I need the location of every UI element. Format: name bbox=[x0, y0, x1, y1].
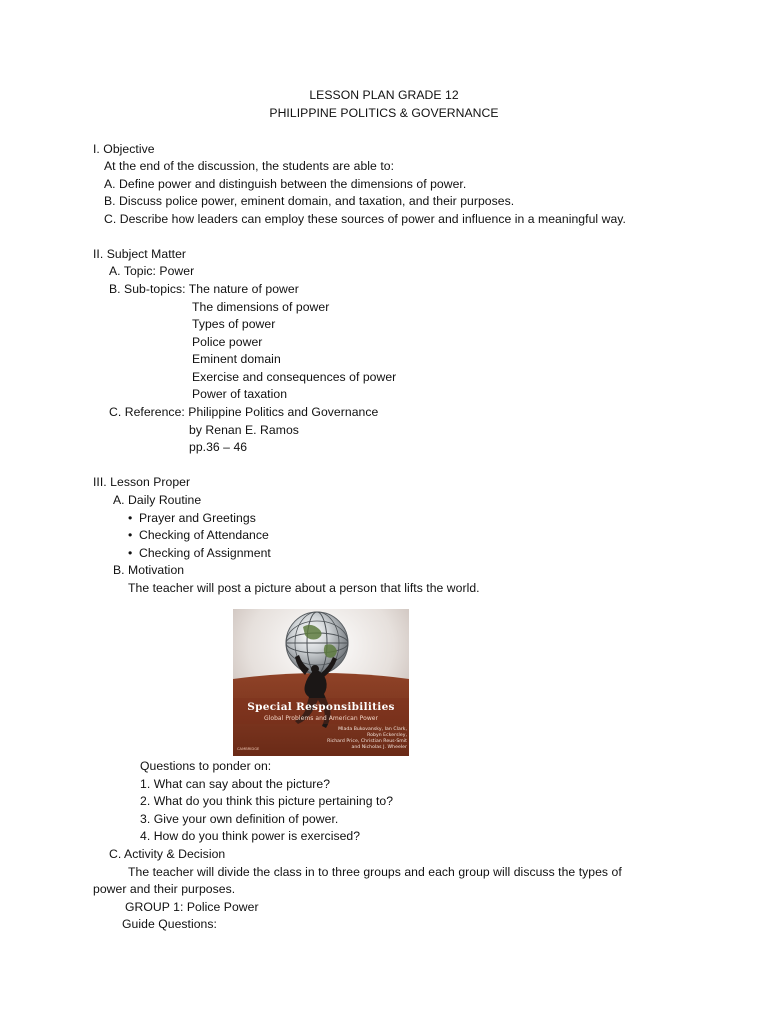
routine-item: Checking of Attendance bbox=[139, 528, 269, 542]
book-cover-image bbox=[233, 609, 409, 756]
objective-item: A. Define power and distinguish between the dimensions of power. bbox=[104, 177, 467, 191]
document-title: LESSON PLAN GRADE 12 bbox=[309, 88, 459, 102]
cover-authors bbox=[285, 727, 407, 751]
questions-label: Questions to ponder on: bbox=[140, 759, 272, 773]
group-label: GROUP 1: Police Power bbox=[125, 900, 259, 914]
bullet-icon: • bbox=[128, 528, 133, 542]
document-subtitle: PHILIPPINE POLITICS & GOVERNANCE bbox=[269, 106, 499, 120]
motivation-label: B. Motivation bbox=[113, 563, 185, 577]
topic-line: A. Topic: Power bbox=[109, 264, 195, 278]
cover-author-line: Richard Price, Christian Reus-Smit bbox=[327, 739, 407, 744]
motivation-text: The teacher will post a picture about a person that lifts the world. bbox=[128, 581, 480, 595]
objective-item: B. Discuss police power, eminent domain, and taxation, and their purposes. bbox=[104, 194, 515, 208]
question-item: 3. Give your own definition of power. bbox=[140, 812, 339, 826]
cover-title: Special Responsibilities bbox=[247, 701, 395, 713]
cover-subtitle: Global Problems and American Power bbox=[263, 715, 379, 722]
subtopic-item: Power of taxation bbox=[192, 387, 288, 401]
subtopic-item: Types of power bbox=[192, 317, 276, 331]
activity-label: C. Activity & Decision bbox=[109, 847, 226, 861]
lesson-proper-heading: III. Lesson Proper bbox=[93, 475, 191, 489]
question-item: 2. What do you think this picture pertaining to? bbox=[140, 794, 394, 808]
subtopic-item: The dimensions of power bbox=[192, 300, 330, 314]
question-item: 4. How do you think power is exercised? bbox=[140, 829, 361, 843]
cover-author-line: Robyn Eckersley, bbox=[367, 733, 407, 738]
cover-publisher: CAMBRIDGE bbox=[237, 747, 260, 751]
cover-author-line: and Nicholas J. Wheeler bbox=[351, 745, 407, 750]
cover-author-line: Mlada Bukovansky, Ian Clark, bbox=[338, 727, 407, 732]
reference-label: C. Reference: Philippine Politics and Governance bbox=[109, 405, 379, 419]
reference-author: by Renan E. Ramos bbox=[189, 423, 299, 437]
reference-pages: pp.36 – 46 bbox=[189, 440, 248, 454]
question-item: 1. What can say about the picture? bbox=[140, 777, 331, 791]
subtopic-item: Eminent domain bbox=[192, 352, 281, 366]
objective-heading: I. Objective bbox=[93, 142, 155, 156]
bullet-icon: • bbox=[128, 546, 133, 560]
subject-matter-heading: II. Subject Matter bbox=[93, 247, 187, 261]
bullet-icon: • bbox=[128, 511, 133, 525]
activity-text: The teacher will divide the class in to three groups and each group will discuss the types of bbox=[128, 865, 622, 879]
routine-item: Checking of Assignment bbox=[139, 546, 271, 560]
subtopics-label: B. Sub-topics: The nature of power bbox=[109, 282, 299, 296]
routine-item: Prayer and Greetings bbox=[139, 511, 256, 525]
daily-routine-label: A. Daily Routine bbox=[113, 493, 202, 507]
guide-questions-label: Guide Questions: bbox=[122, 917, 217, 931]
objective-intro: At the end of the discussion, the students are able to: bbox=[104, 159, 395, 173]
objective-item: C. Describe how leaders can employ these sources of power and influence in a meaningful way. bbox=[104, 212, 626, 226]
activity-text: power and their purposes. bbox=[93, 882, 236, 896]
subtopic-item: Exercise and consequences of power bbox=[192, 370, 397, 384]
subtopic-item: Police power bbox=[192, 335, 263, 349]
